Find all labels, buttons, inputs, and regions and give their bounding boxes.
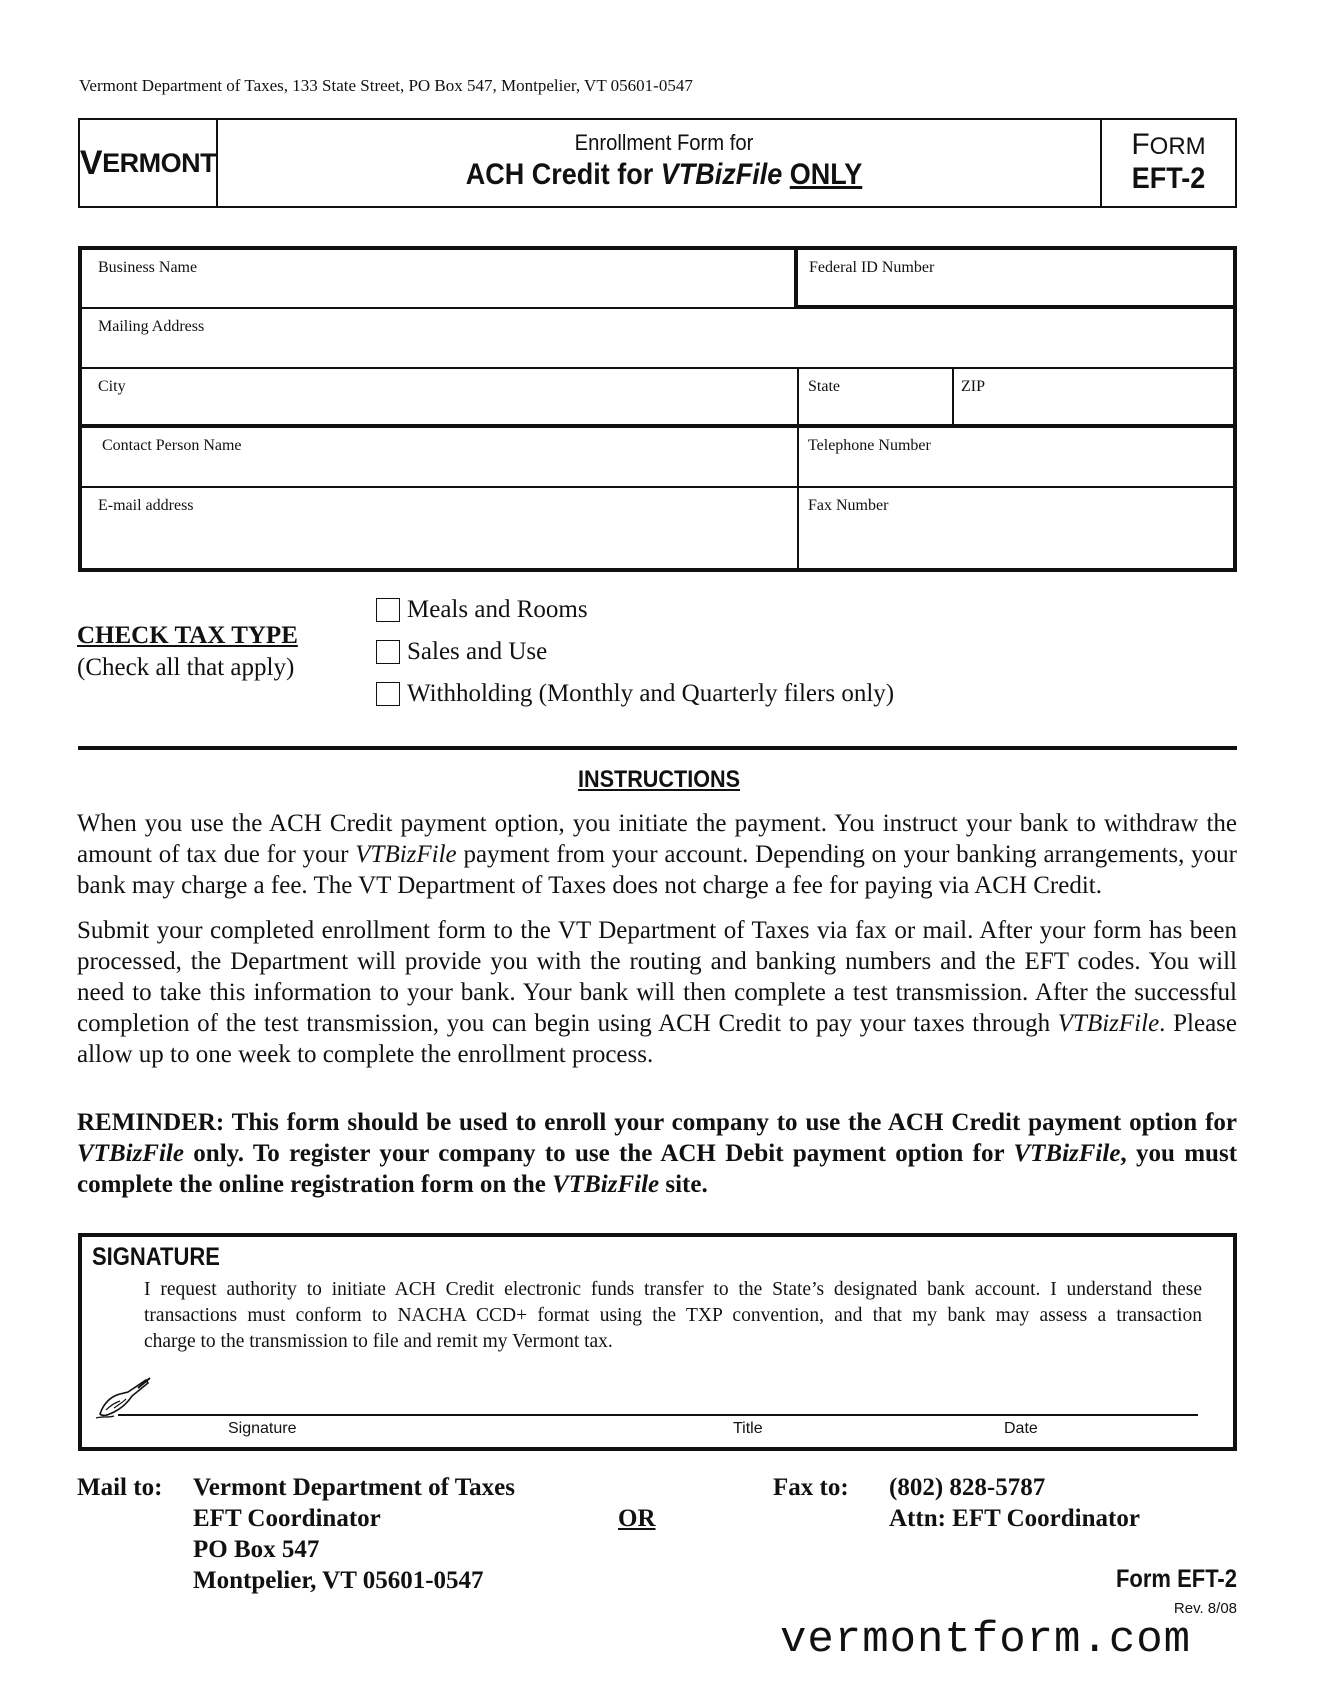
section-rule [78,746,1237,750]
revision-date: Rev. 8/08 [1173,1600,1237,1617]
form-number-block [1100,120,1235,206]
instructions-heading: INSTRUCTIONS [578,766,740,793]
date-label: Date [1004,1420,1038,1437]
watermark: vermontform.com [780,1615,1192,1665]
fax-details: (802) 828-5787 Attn: EFT Coordinator [889,1474,1140,1532]
tax-option-withholding[interactable]: Withholding (Monthly and Quarterly filers only) [376,680,894,708]
business-info-section [78,246,1237,572]
state-field[interactable]: State [808,378,840,395]
contact-person-field[interactable]: Contact Person Name [102,437,242,454]
form-title-block [218,120,1110,206]
reminder-paragraph: REMINDER: This form should be used to enroll your company to use the ACH Credit payment option for VTBizFile only. To register your company to use the ACH Debit payment option for VTBizFile, you must complete the online registration form on the VTBizFile site. [77,1109,1238,1198]
tax-option-meals-rooms[interactable]: Meals and Rooms [376,596,588,624]
fax-field[interactable]: Fax Number [808,497,889,514]
fax-to-label: Fax to: [773,1474,849,1501]
title-label: Title [733,1420,763,1437]
tax-type-note: (Check all that apply) [77,654,295,681]
mail-address: Vermont Department of Taxes EFT Coordinator PO Box 547 Montpelier, VT 05601-0547 [193,1474,515,1594]
email-field[interactable]: E-mail address [98,497,194,514]
form-footer-label: Form EFT-2 [1115,1565,1237,1593]
mailing-address-field[interactable]: Mailing Address [98,318,205,335]
form-title: ACH Credit for VTBizFile ONLY [465,158,863,191]
tax-type-heading: CHECK TAX TYPE [77,622,298,649]
form-number: EFT-2 [1131,162,1206,195]
department-address: Vermont Department of Taxes, 133 State Street, PO Box 547, Montpelier, VT 05601-0547 [79,76,693,95]
tax-option-sales-use[interactable]: Sales and Use [376,638,547,666]
or-separator: OR [618,1505,656,1532]
sales-use-checkbox[interactable] [376,640,400,664]
signature-authorization-text: I request authority to initiate ACH Credit electronic funds transfer to the State’s designated bank account. I understand these transactions must conform to NACHA CCD+ format using the TXP convention, and that my bank may assess a transaction charge to the transmission to file and remit my Vermont tax. [144,1279,1202,1352]
form-word: FORM [1131,128,1206,161]
signature-line[interactable] [118,1414,1198,1416]
signature-section [78,1233,1237,1451]
mail-to-label: Mail to: [77,1474,163,1501]
telephone-field[interactable]: Telephone Number [808,437,931,454]
state-name: V ERMONT [80,120,218,206]
signature-label: Signature [228,1420,297,1437]
withholding-checkbox[interactable] [376,682,400,706]
city-field[interactable]: City [98,378,126,395]
business-name-field[interactable]: Business Name [98,259,198,276]
form-subtitle: Enrollment Form for [574,130,754,155]
signature-heading: SIGNATURE [92,1243,220,1271]
instructions-paragraph-1: When you use the ACH Credit payment option, you initiate the payment. You instruct your bank to withdraw the amount of tax due for your VTBizFile payment from your account. Depending on your banking arrangements, your bank may charge a fee. The VT Department of Taxes does not charge a fee for paying via ACH Credit. [77,810,1237,899]
federal-id-field[interactable]: Federal ID Number [809,259,935,276]
zip-field[interactable]: ZIP [961,378,985,395]
meals-rooms-checkbox[interactable] [376,598,400,622]
instructions-paragraph-2: Submit your completed enrollment form to the VT Department of Taxes via fax or mail. After your form has been processed, the Department will provide you with the routing and banking numbers and the EFT codes. You will need to take this information to your bank. Your bank will then complete a test transmission. After the successful completion of the test transmission, you can begin using ACH Credit to pay your taxes through VTBizFile. Please allow up to one week to complete the enrollment process. [77,917,1237,1068]
form-header [78,118,1237,208]
